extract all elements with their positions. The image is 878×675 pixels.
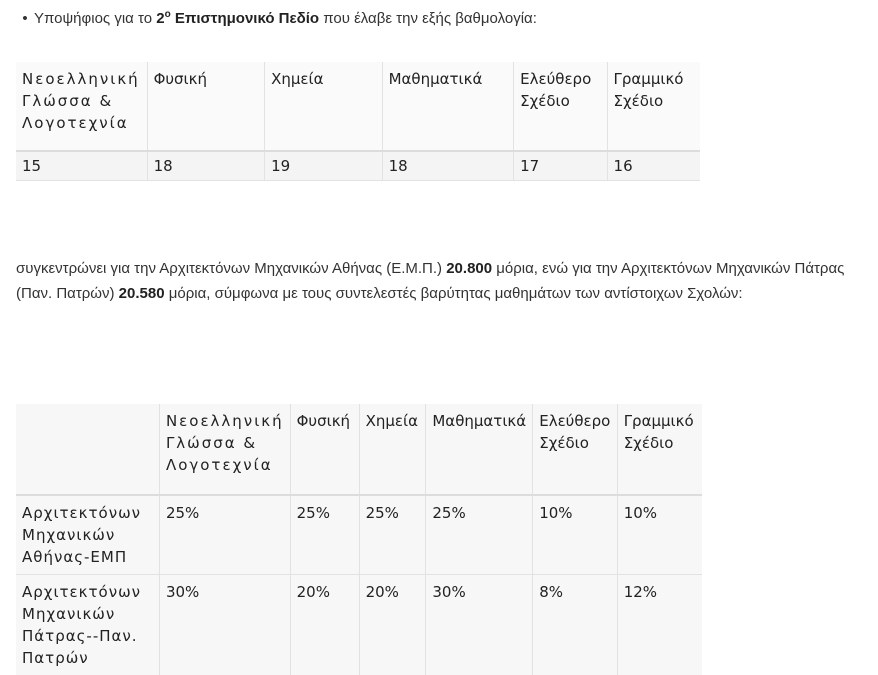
intro-text-before: Υποψήφιος για το (34, 10, 156, 27)
grade-value: 15 (16, 151, 147, 181)
weight-value: 30% (426, 575, 533, 675)
grades-values-row (16, 151, 700, 181)
field-number: $2^o$ Επιστημονικό Πεδίο (156, 10, 319, 27)
grade-value: 17 (514, 151, 607, 181)
school-label: Αρχιτεκτόνων Μηχανικών Αθήνας-ΕΜΠ (16, 495, 159, 575)
grade-value: 16 (607, 151, 700, 181)
intro-text-after: που έλαβε την εξής βαθμολογία: (319, 10, 537, 27)
patras-points: 20.580 (119, 285, 165, 302)
grades-header-row (16, 62, 700, 151)
grades-table (16, 62, 700, 181)
weight-value: 12% (617, 575, 702, 675)
weight-value: 25% (359, 495, 426, 575)
weight-value: 25% (426, 495, 533, 575)
points-paragraph: συγκεντρώνει για την Αρχιτεκτόνων Μηχανικών Αθήνας (Ε.Μ.Π.) 20.800 μόρια, ενώ για την Αρχιτεκτόνων Μηχανικών Πάτρας (Παν. Πατρών) 20.580 μόρια, σύμφωνα με τους συντελεστές βαρύτητας μαθημάτων των αντίστοιχων Σχολών: (16, 256, 876, 306)
weight-value: 20% (359, 575, 426, 675)
weight-value: 20% (290, 575, 359, 675)
weights-corner-cell (16, 404, 159, 495)
grade-value: 18 (382, 151, 514, 181)
weights-row (16, 575, 702, 675)
weights-header-cell: Ελεύθερο Σχέδιο (533, 404, 617, 495)
school-label: Αρχιτεκτόνων Μηχανικών Πάτρας--Παν. Πατρών (16, 575, 159, 675)
weight-value: 8% (533, 575, 617, 675)
intro-line (16, 8, 866, 30)
grades-header-cell: Μαθηματικά (382, 62, 514, 151)
weights-header-cell: Χημεία (359, 404, 426, 495)
weight-value: 30% (159, 575, 290, 675)
weights-header-cell: Μαθηματικά (426, 404, 533, 495)
grade-value: 19 (265, 151, 383, 181)
bullet: • (16, 8, 34, 30)
grades-header-cell: Χημεία (265, 62, 383, 151)
weights-header-cell: Γραμμικό Σχέδιο (617, 404, 702, 495)
weight-value: 25% (159, 495, 290, 575)
grades-header-cell: Φυσική (147, 62, 265, 151)
weights-table (16, 404, 702, 675)
weights-header-cell: Φυσική (290, 404, 359, 495)
grades-header-cell: Ελεύθερο Σχέδιο (514, 62, 607, 151)
weights-header-cell: Νεοελληνική Γλώσσα & Λογοτεχνία (159, 404, 290, 495)
field-sup: ο (165, 9, 171, 20)
weights-row (16, 495, 702, 575)
weights-header-row (16, 404, 702, 495)
athens-points: 20.800 (446, 260, 492, 277)
weight-value: 10% (533, 495, 617, 575)
weight-value: 10% (617, 495, 702, 575)
grades-header-cell: Νεοελληνική Γλώσσα & Λογοτεχνία (16, 62, 147, 151)
grades-header-cell: Γραμμικό Σχέδιο (607, 62, 700, 151)
grade-value: 18 (147, 151, 265, 181)
weight-value: 25% (290, 495, 359, 575)
